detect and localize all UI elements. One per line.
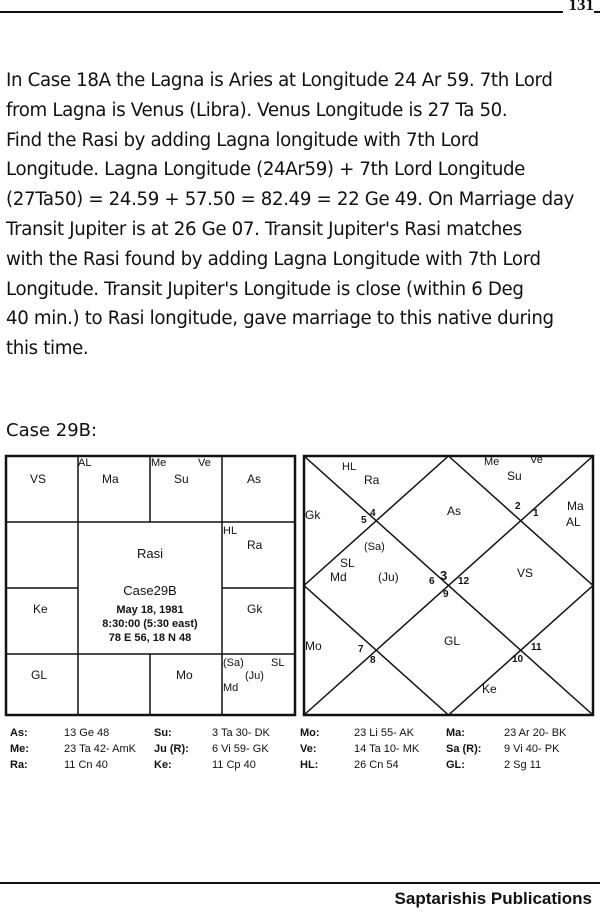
house-number-4: 4: [370, 508, 376, 519]
house-label-md: Md: [330, 570, 347, 584]
paragraph-line: Longitude. Transit Jupiter's Longitude is close (within 6 Deg: [6, 278, 524, 300]
house-label-ve: Ve: [530, 454, 543, 466]
position-value: 11 Cn 40: [64, 759, 108, 771]
position-label: Ve:: [300, 743, 317, 755]
paragraph-line: Transit Jupiter is at 26 Ge 07. Transit Jupiter's Rasi matches: [6, 218, 522, 240]
cell-label-sl: SL: [271, 657, 285, 669]
cell-label-me: Me: [151, 457, 167, 469]
house-number-10: 10: [512, 654, 524, 665]
position-value: 11 Cp 40: [212, 759, 256, 771]
position-label: Sa (R):: [446, 743, 482, 755]
cell-label-ju: (Ju): [245, 670, 264, 682]
position-value: 13 Ge 48: [64, 727, 110, 739]
house-number-11: 11: [531, 642, 542, 653]
paragraph-line: this time.: [6, 338, 89, 360]
cell-label-as: As: [247, 472, 262, 486]
paragraph-line: from Lagna is Venus (Libra). Venus Longitude is 27 Ta 50.: [6, 99, 508, 121]
cell-label-gl: GL: [31, 668, 48, 682]
house-label-ju: (Ju): [378, 570, 399, 584]
cell-label-hl: HL: [223, 525, 238, 537]
footer-rule: [0, 882, 600, 884]
house-number-7: 7: [358, 644, 364, 655]
house-label-mo: Mo: [305, 639, 322, 653]
position-label: Ke:: [154, 759, 172, 771]
house-label-gk: Gk: [305, 508, 321, 522]
header-rule: [0, 11, 600, 13]
position-value: 23 Ar 20- BK: [504, 727, 567, 739]
paragraph-line: with the Rasi found by adding Lagna Longitude with 7th Lord: [6, 248, 541, 270]
publisher-footer: Saptarishis Publications: [394, 889, 592, 908]
cell-label-sa: (Sa): [223, 657, 244, 669]
position-value: 2 Sg 11: [504, 759, 542, 771]
house-label-as: As: [447, 504, 462, 518]
page-number: 131: [563, 0, 595, 15]
chart-center-case: Case29B: [123, 583, 177, 598]
cell-label-ke: Ke: [33, 602, 48, 616]
planet-positions-table: [0, 722, 600, 782]
house-label-vs: VS: [517, 566, 534, 580]
position-value: 14 Ta 10- MK: [354, 743, 420, 755]
chart-grid: [304, 456, 593, 715]
house-number-3: 3: [440, 568, 448, 583]
house-label-ra: Ra: [364, 473, 380, 487]
paragraph-line: Longitude. Lagna Longitude (24Ar59) + 7th Lord Longitude: [6, 159, 526, 181]
case-heading: Case 29B:: [6, 420, 98, 441]
position-value: 23 Li 55- AK: [354, 727, 414, 739]
paragraph-line: 40 min.) to Rasi longitude, gave marriage to this native during: [6, 308, 554, 330]
cell-label-vs: VS: [30, 472, 47, 486]
south-indian-rasi-chart: [0, 450, 300, 720]
position-label: Ra:: [10, 759, 28, 771]
house-number-12: 12: [458, 576, 470, 587]
paragraph-line: Find the Rasi by adding Lagna longitude with 7th Lord: [6, 129, 479, 151]
house-label-ke: Ke: [482, 682, 497, 696]
house-number-9: 9: [443, 589, 449, 600]
position-value: 23 Ta 42- AmK: [64, 743, 136, 755]
position-label: Mo:: [300, 727, 320, 739]
house-label-al: AL: [566, 515, 581, 529]
cell-label-ra: Ra: [247, 538, 263, 552]
cell-label-ve: Ve: [198, 457, 211, 469]
house-number-2: 2: [515, 501, 521, 512]
position-value: 9 Vi 40- PK: [504, 743, 560, 755]
house-label-ma: Ma: [567, 499, 584, 513]
body-paragraph: [6, 66, 596, 364]
house-label-su: Su: [507, 469, 522, 483]
position-label: HL:: [300, 759, 319, 771]
house-label-hl: HL: [342, 461, 357, 473]
chart-center-date: May 18, 1981: [116, 604, 184, 616]
cell-label-ma: Ma: [102, 472, 119, 486]
house-number-5: 5: [361, 515, 367, 526]
cell-label-su: Su: [174, 472, 189, 486]
house-number-6: 6: [429, 576, 435, 587]
house-label-sl: SL: [340, 556, 355, 570]
house-label-me: Me: [484, 456, 500, 468]
house-number-8: 8: [370, 655, 376, 666]
position-value: 6 Vi 59- GK: [212, 743, 269, 755]
house-number-1: 1: [533, 508, 539, 519]
cell-label-mo: Mo: [176, 668, 193, 682]
position-value: 3 Ta 30- DK: [212, 727, 270, 739]
house-label-sa: (Sa): [364, 541, 385, 553]
chart-center-coords: 78 E 56, 18 N 48: [108, 632, 192, 644]
house-label-gl: GL: [444, 634, 461, 648]
chart-center-title: Rasi: [136, 546, 164, 561]
position-label: Ju (R):: [154, 743, 189, 755]
paragraph-line: (27Ta50) = 24.59 + 57.50 = 82.49 = 22 Ge 49. On Marriage day: [6, 189, 575, 211]
cell-label-al: AL: [78, 457, 92, 469]
position-value: 26 Cn 54: [354, 759, 399, 771]
paragraph-line: In Case 18A the Lagna is Aries at Longitude 24 Ar 59. 7th Lord: [6, 70, 553, 91]
position-label: Su:: [154, 727, 172, 739]
position-label: Me:: [10, 743, 29, 755]
cell-label-md: Md: [223, 682, 239, 694]
chart-center-time: 8:30:00 (5:30 east): [102, 618, 198, 630]
position-label: Ma:: [446, 727, 465, 739]
cell-label-gk: Gk: [247, 602, 263, 616]
position-label: GL:: [446, 759, 465, 771]
position-label: As:: [10, 727, 28, 739]
north-indian-rasi-chart: [300, 450, 600, 720]
